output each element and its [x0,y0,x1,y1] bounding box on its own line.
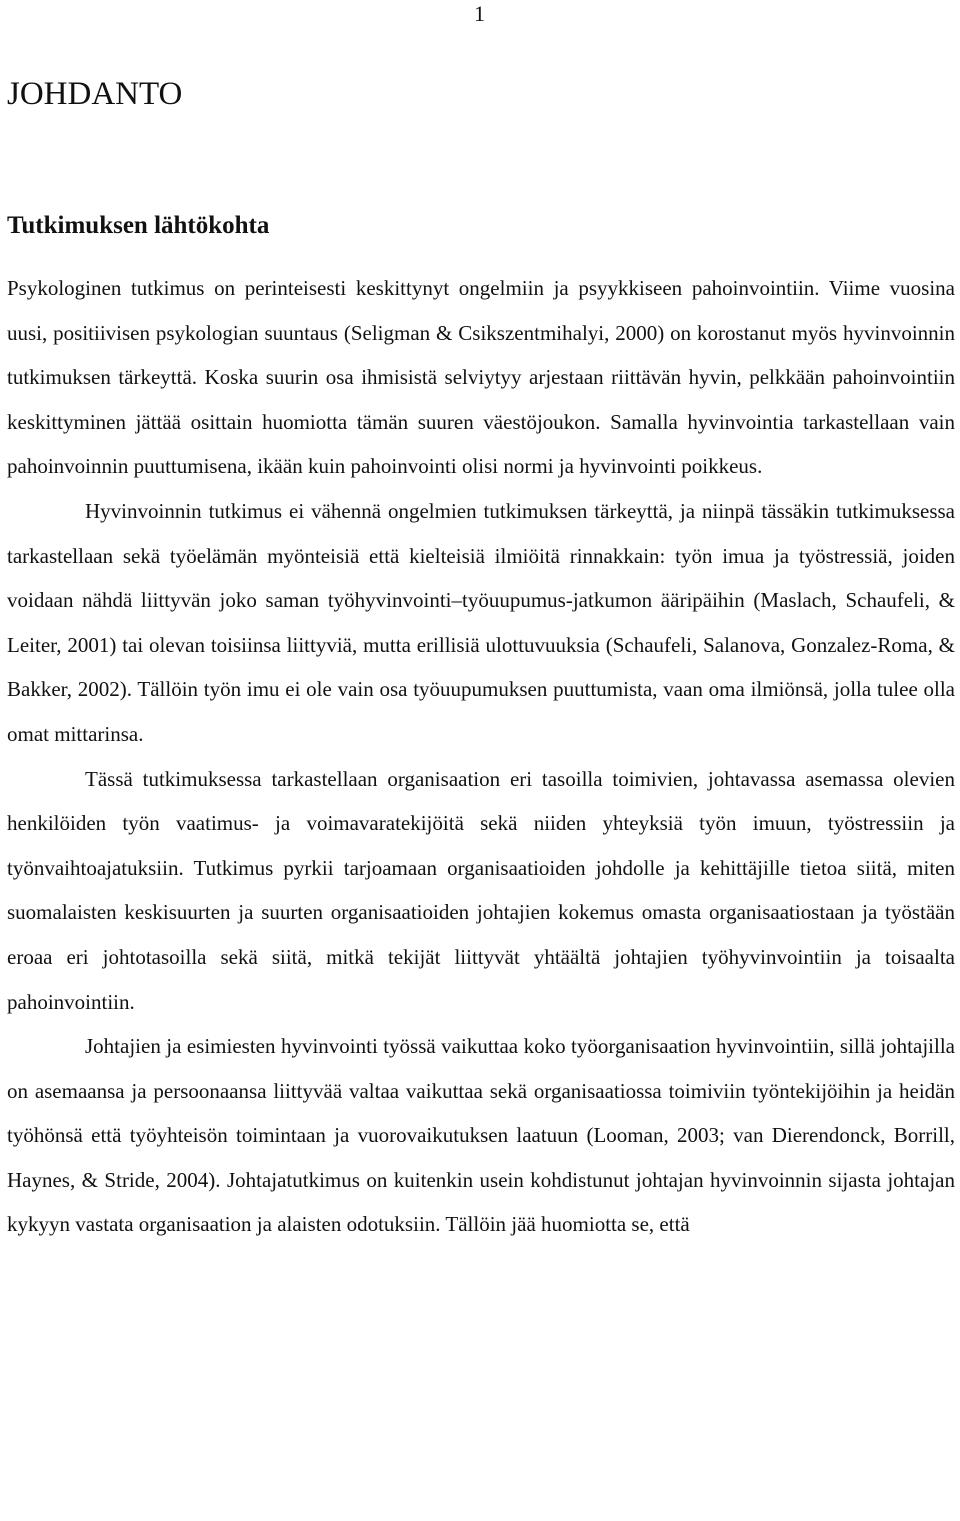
paragraph-4: Johtajien ja esimiesten hyvinvointi työssä vaikuttaa koko työorganisaation hyvinvointiin, sillä johtajilla on asemaansa ja persoonaansa liittyvää valtaa vaikuttaa sekä organisaatiossa toimiviin työntekijöihin ja heidän työhönsä että työyhteisön toimintaan ja vuorovaikutuksen laatuun (Looman, 2003; van Dierendonck, Borrill, Haynes, & Stride, 2004). Johtajatutkimus on kuitenkin usein kohdistunut johtajan hyvinvoinnin sijasta johtajan kykyyn vastata organisaation ja alaisten odotuksiin. Tällöin jää huomiotta se, että [7,1034,955,1237]
section-title: Tutkimuksen lähtökohta [7,212,270,239]
main-text [7,266,955,1247]
paragraph-3: Tässä tutkimuksessa tarkastellaan organisaation eri tasoilla toimivien, johtavassa asemassa olevien henkilöiden työn vaatimus- ja voimavaratekijöitä sekä niiden yhteyksiä työn imuun, työstressiin ja työnvaihtoajatuksiin. Tutkimus pyrkii tarjoamaan organisaatioiden johdolle ja kehittäjille tietoa siitä, miten suomalaisten keskisuurten ja suurten organisaatioiden johtajien kokemus omasta organisaatiostaan ja työstään eroaa eri johtotasoilla sekä siitä, mitkä tekijät liittyvät yhtäältä johtajien työhyvinvointiin ja toisaalta pahoinvointiin. [7,766,955,1014]
paragraph-1: Psykologinen tutkimus on perinteisesti keskittynyt ongelmiin ja psyykkiseen pahoinvointiin. Viime vuosina uusi, positiivisen psykologian suuntaus (Seligman & Csikszentmihalyi, 2000) on korostanut myös hyvinvoinnin tutkimuksen tärkeyttä. Koska suurin osa ihmisistä selviytyy arjestaan riittävän hyvin, pelkkään pahoinvointiin keskittyminen jättää osittain huomiotta tämän suuren väestöjoukon. Samalla hyvinvointia tarkastellaan vain pahoinvoinnin puuttumisena, ikään kuin pahoinvointi olisi normi ja hyvinvointi poikkeus. [7,276,955,479]
chapter-title: JOHDANTO [7,76,183,112]
paragraph-2: Hyvinvoinnin tutkimus ei vähennä ongelmien tutkimuksen tärkeyttä, ja niinpä tässäkin tutkimuksessa tarkastellaan sekä työelämän myönteisiä että kielteisiä ilmiöitä rinnakkain: työn imua ja työstressiä, joiden voidaan nähdä liittyvän joko saman työhyvinvointi–työuupumus-jatkumon ääripäihin (Maslach, Schaufeli, & Leiter, 2001) tai olevan toisiinsa liittyviä, mutta erillisiä ulottuvuuksia (Schaufeli, Salanova, Gonzalez-Roma, & Bakker, 2002). Tällöin työn imu ei ole vain osa työuupumuksen puuttumista, vaan oma ilmiönsä, jolla tulee olla omat mittarinsa. [7,498,955,746]
page-number: 1 [474,1,485,26]
